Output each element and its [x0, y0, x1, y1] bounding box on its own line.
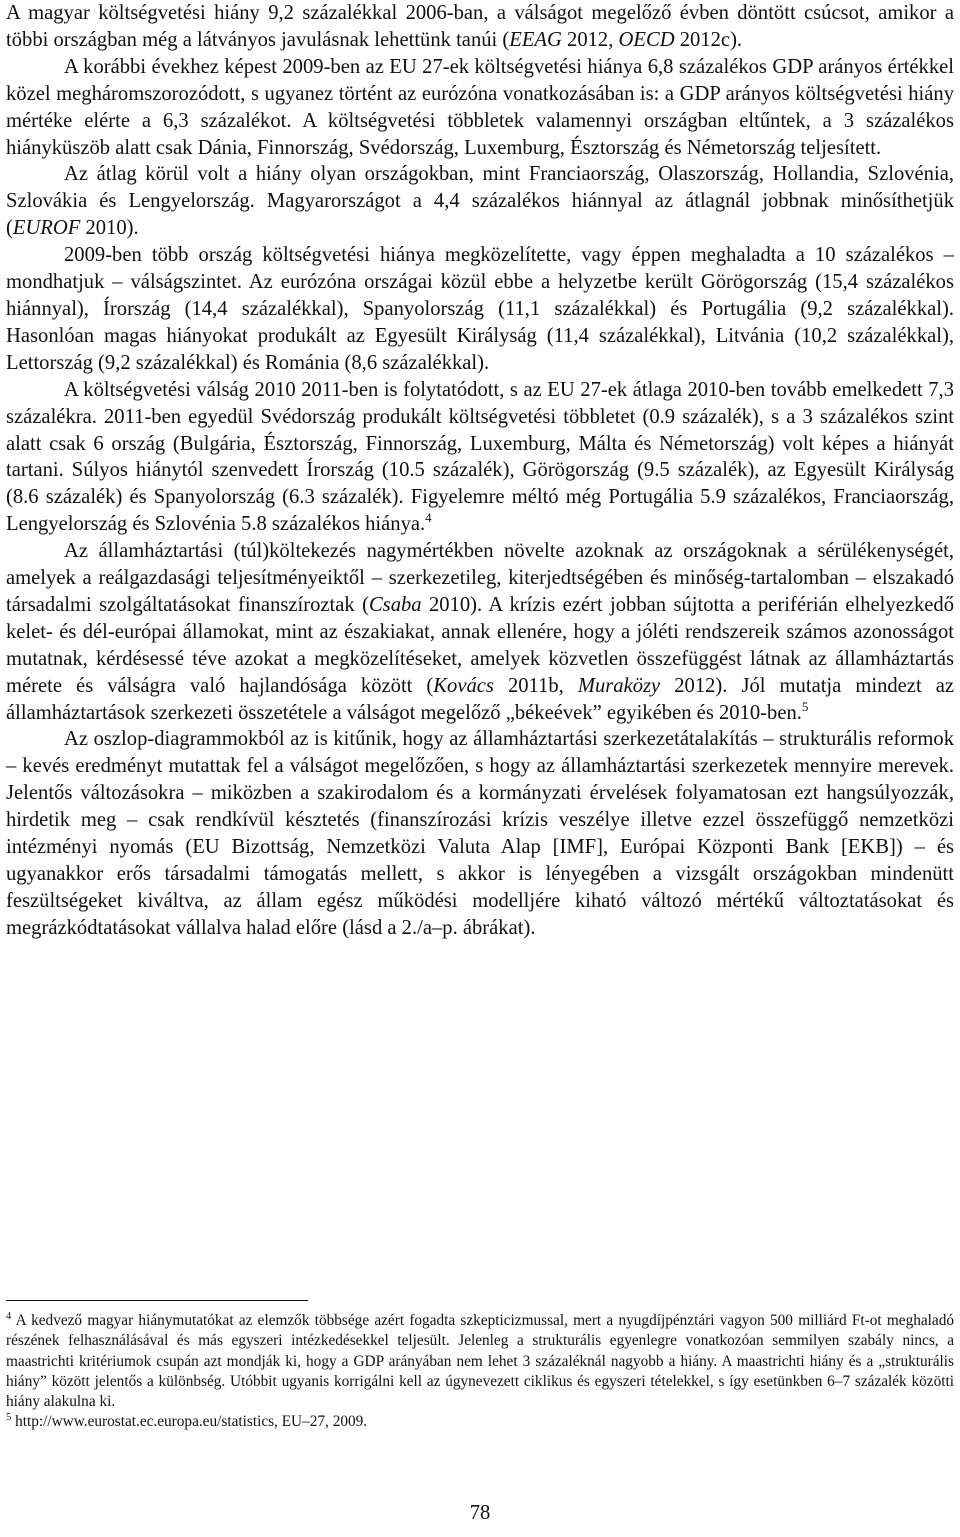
text-run: A költségvetési válság 2010 2011-ben is folytatódott, s az EU 27-ek átlaga 2010-ben tovább emelkedett 7,3 százalékra. 2011-ben egyedül Svédország produkált költségvetési többletet (0.9 százalék), s a 3 százalékos szint alatt csak 6 ország (Bulgária, Észtország, Finnország, Luxemburg, Málta és Németország) volt képes a hiányát tartani. Súlyos hiánytól szenvedett Írország (10.5 százalék), Görögország (9.5 százalék), az Egyesült Királyság (8.6 százalék) és Spanyolország (6.3 százalék). Figyelemre méltó még Portugália 5.9 százalékos, Franciaország, Lengyelország és Szlovénia 5.8 százalékos hiánya. — [6, 378, 954, 536]
citation-author: EUROF — [12, 217, 81, 240]
text-run: 2011b, — [493, 674, 578, 697]
text-run: 2012). Jól mutatja mindezt az államháztartások szerkezeti összetétele a válságot megelőző „békeévek” egyikében és 2010-ben. — [6, 674, 954, 724]
text-run: Az átlag körül volt a hiány olyan országokban, mint Franciaország, Olaszország, Hollandia, Szlovénia, Szlovákia és Lengyelország. Magyarországot a 4,4 százalékos hiánnyal az átlagnál jobbnak minősíthetjük ( — [6, 163, 954, 240]
paragraph — [6, 0, 954, 54]
citation-author: Muraközy — [577, 674, 661, 697]
footnote-ref: 5 — [801, 698, 809, 714]
page-content — [6, 0, 954, 942]
footnote — [6, 1412, 954, 1432]
footnote — [6, 1311, 954, 1412]
text-run: 2009-ben több ország költségvetési hiánya megközelítette, vagy éppen meghaladta a 10 százalékos – mondhatjuk – válságszintet. Az eurózóna országai közül ebbe a helyzetbe került Görögország (15,4 százalékos hiánnyal), Írország (14,4 százalékkal), Spanyolország (11,1 százalékkal) és Portugália (9,2 százalékkal). Hasonlóan magas hiányokat produkált az Egyesült Királyság (11,4 százalékkal), Litvánia (10,2 százalékkal), Lettország (9,2 százalékkal) és Románia (8,6 százalékkal). — [6, 244, 954, 374]
text-run: A magyar költségvetési hiány 9,2 százalékkal 2006-ban, a válságot megelőző évben döntött csúcsot, amikor a többi országban még a látványos javulásnak lehettünk tanúi ( — [6, 2, 954, 51]
text-run: Az államháztartási (túl)költekezés nagymértékben növelte azoknak az országoknak a sérülékenységét, amelyek a reálgazdasági teljesítményeiktől – szerkezetileg, kiterjedtségében és minőség-tartalomban – elszakadó társadalmi szolgáltatásokat finanszíroztak ( — [6, 540, 954, 616]
footnote-separator — [6, 1300, 308, 1301]
paragraph — [6, 242, 954, 377]
footnote-text: A kedvező magyar hiánymutatókat az elemzők többsége azért fogadta szkepticizmussal, mert a nyugdíjpénztári vagyon 500 milliárd Ft-ot meghaladó részének felhasználásával és más egyszeri intézkedésekkel teljesült. Jelenleg a strukturális egyenlegre vonatkozóan semmilyen szabály nincs, a maastrichti kritériumok csupán azt mondják ki, hogy a GDP arányában nem lehet 3 százaléknál nagyobb a hiány. A maastrichti hiány és a „strukturális hiány” között jelentős a különbség. Utóbbit ugyanis korrigálni kell az úgynevezett ciklikus és egyszeri tételekkel, s így esetünkben 6–7 százalék közötti hiány alakulna ki. — [6, 1312, 954, 1411]
paragraph — [6, 726, 954, 941]
text-run: A korábbi évekhez képest 2009-ben az EU 27-ek költségvetési hiánya 6,8 százalékos GDP arányos értékkel közel megháromszorozódott, s ugyanez történt az eurózóna vonatkozásában is: a GDP arányos költségvetési hiány mértéke elérte a 6,3 százalékot. A költségvetési többletek valamennyi országban eltűntek, a 3 százalékos hiányküszöb alatt csak Dánia, Finnország, Svédország, Luxemburg, Észtország és Németország teljesített. — [6, 55, 954, 159]
footnote-number: 4 — [6, 1311, 12, 1322]
footnote-number: 5 — [6, 1412, 12, 1424]
text-run: 2010). — [80, 217, 139, 240]
footnote-text: http://www.eurostat.ec.europa.eu/statistics, EU–27, 2009. — [11, 1413, 368, 1431]
footnote-ref: 4 — [425, 510, 432, 526]
footnotes — [6, 1300, 954, 1433]
text-run: 2012, — [561, 28, 619, 51]
paragraph — [6, 161, 954, 242]
body-text — [6, 0, 954, 942]
page-number: 78 — [469, 1502, 491, 1524]
paragraph — [6, 54, 954, 162]
citation-author: Csaba — [368, 593, 422, 616]
text-run: 2012c). — [674, 28, 743, 51]
paragraph — [6, 538, 954, 726]
text-run: 2010). A krízis ezért jobban sújtotta a periférián elhelyezkedő kelet- és dél-európai államokat, mint az északiakat, annak ellenére, hogy a jóléti rendszereik számos azonosságot mutatnak, kérdésessé téve azokat a megközelítéseket, amelyek közvetlen összefüggést látnak az államháztartás mérete és válságra való hajlandósága között ( — [6, 593, 955, 697]
paragraph — [6, 377, 954, 538]
citation-author: OECD — [618, 28, 675, 51]
citation-author: EEAG — [509, 28, 562, 51]
text-run: Az oszlop-diagrammokból az is kitűnik, hogy az államháztartási szerkezetátalakítás – strukturális reformok – kevés eredményt mutattak fel a válságot megelőzően, s hogy az államháztartási szerkezetek mennyire merevek. Jelentős változásokra – miközben a szakirodalom és a kormányzati érvelések folyamatosan ezt hangsúlyozzák, hirdetik meg – csak rendkívül késztetés (finanszírozási krízis veszélye illetve ezzel összefüggő nemzetközi intézményi nyomás (EU Bizottság, Nemzetközi Valuta Alap [IMF], Európai Központi Bank [EKB]) – és ugyanakkor erős társadalmi támogatás mellett, s akkor is lényegében a vizsgált országokban mindenütt feszültségeket kiváltva, az állam egész működési modelljére kiható változó mértékű változtatásokat és megrázkódtatásokat vállalva halad előre (lásd a 2./a–p. ábrákat). — [6, 728, 954, 939]
citation-author: Kovács — [433, 674, 494, 697]
